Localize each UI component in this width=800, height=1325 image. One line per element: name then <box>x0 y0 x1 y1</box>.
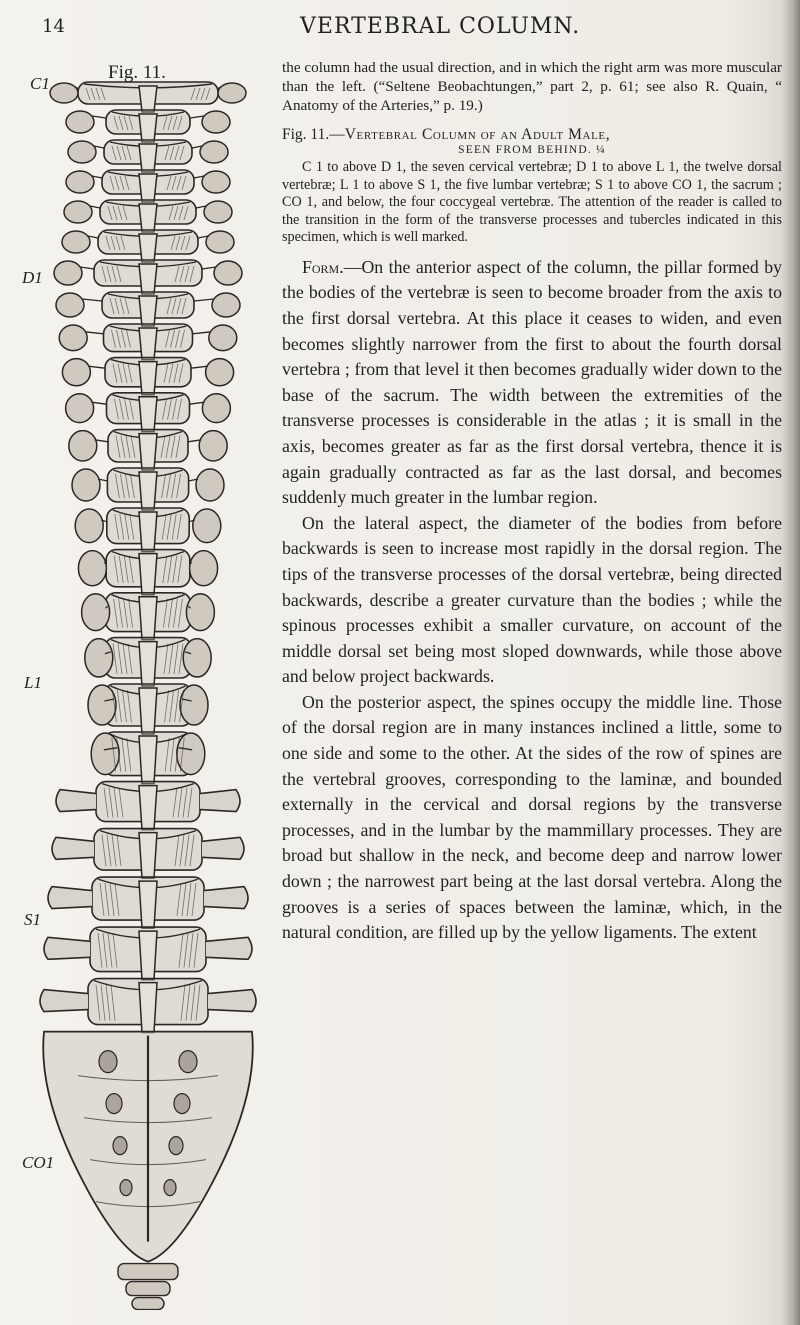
text-column <box>282 58 782 946</box>
page-edge-shadow <box>782 0 800 1325</box>
caption-fig-number: Fig. 11.— <box>282 126 345 144</box>
label-co1: CO1 <box>22 1153 55 1172</box>
form-lead: Form. <box>302 256 344 277</box>
page-number: 14 <box>42 16 65 37</box>
label-c1: C1 <box>30 74 50 93</box>
opening-paragraph: the column had the usual direction, and in which the right arm was more muscular than the left. (“Seltene Beobachtungen,” part 2, p. 61; see also R. Quain, “ Anatomy of the Arteries,” p. 19.) <box>282 59 782 115</box>
label-s1: S1 <box>24 910 41 929</box>
posterior-paragraph: On the posterior aspect, the spines occupy the middle line. Those of the dorsal region are in many instances inclined a little, some to one side and some to the other. At the sides of the row of spines are the vertebral grooves, corresponding to the laminæ, and bounded externally in the cervical and dorsal regions by the transverse processes, and in the lumbar by the mammillary processes. They are broad but shallow in the neck, and become deep and narrow lower down ; the narrowest part being at the last dorsal vertebra. Along the grooves is a series of spaces between the laminæ, which, in the natural condition, are filled up by the yellow ligaments. The extent <box>282 691 782 943</box>
figure-caption-title <box>282 125 782 144</box>
running-head: VERTEBRAL COLUMN. <box>300 14 581 39</box>
figure-label: Fig. 11. <box>108 62 166 83</box>
lateral-paragraph: On the lateral aspect, the diameter of the bodies from before backwards is seen to increase most rapidly in the dorsal region. The tips of the transverse processes of the dorsal vertebræ, being directed backwards, describe a greater curvature than the bodies ; while the spinous processes exhibit a smaller curvature, on account of the middle dorsal set being most sloped downwards, while those above and below project backwards. <box>282 512 782 687</box>
figure-caption-body: C 1 to above D 1, the seven cervical vertebræ; D 1 to above L 1, the twelve dorsal vertebræ; L 1 to above S 1, the five lumbar vertebræ; S 1 to above CO 1, the sacrum ; CO 1, and below, the four coccygeal vertebræ. The attention of the reader is called to the transition in the form of the transverse processes and tubercles indicated in this specimen, which is well marked. <box>282 159 782 246</box>
vertebral-column-figure <box>20 74 265 1310</box>
form-paragraph-text: —On the anterior aspect of the column, the pillar formed by the bodies of the vertebræ is seen to become broader from the axis to the first dorsal vertebra. At this place it ceases to widen, and even becomes slightly narrower from the first to about the fourth dorsal vertebra ; from that level it then becomes gradually wider down to the base of the sacrum. The width between the extremities of the transverse processes is considerable in the atlas ; it is small in the axis, becomes greater as far as the first dorsal vertebra, thence it is again gradually contracted as far as the last dorsal, and becomes suddenly much greater in the lumbar region. <box>282 256 782 508</box>
figure-caption-subtitle: SEEN FROM BEHIND. ¼ <box>458 144 606 157</box>
form-paragraph <box>282 255 782 511</box>
vertebral-column-illustration <box>20 80 265 1310</box>
label-l1: L1 <box>24 673 42 692</box>
label-d1: D1 <box>22 268 43 287</box>
caption-title-text: Vertebral Column of an Adult Male, <box>344 126 611 144</box>
